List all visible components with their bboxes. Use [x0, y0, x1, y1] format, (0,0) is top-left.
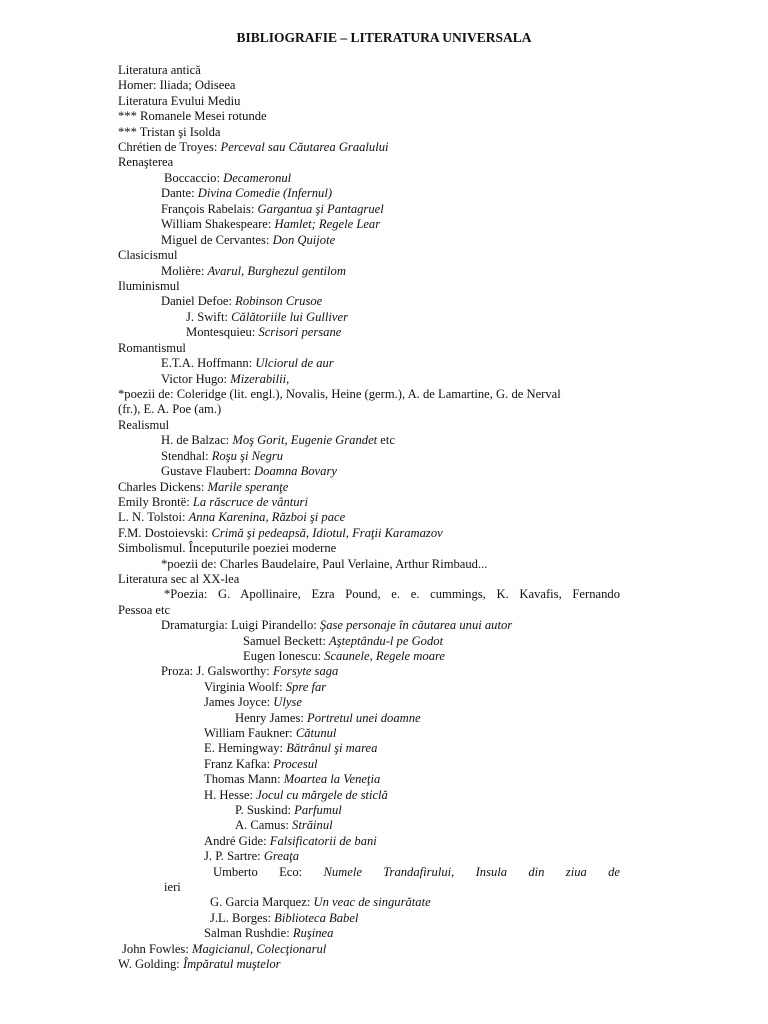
author: Charles Dickens:	[118, 480, 208, 494]
author: Dramaturgia: Luigi Pirandello:	[161, 618, 320, 632]
author: H. de Balzac:	[161, 433, 233, 447]
list-item	[161, 202, 384, 217]
work-title: Marile speranţe	[207, 480, 289, 494]
work-title: Magicianul, Colecţionarul	[191, 942, 327, 956]
work-title: Scaunele, Regele moare	[324, 649, 446, 663]
author: Salman Rushdie:	[204, 926, 293, 940]
list-item: *** Tristan şi Isolda	[118, 125, 221, 139]
work-title-continuation: ieri	[164, 880, 181, 894]
author: Proza: J. Galsworthy:	[161, 664, 273, 678]
work-title: Cătunul	[295, 726, 337, 740]
list-item	[161, 618, 512, 633]
list-item	[118, 957, 281, 972]
section-heading: Literatura sec al XX-lea	[118, 572, 240, 586]
list-item	[118, 526, 443, 541]
work-title: Forsyte saga	[272, 664, 339, 678]
list-item	[118, 495, 308, 510]
author: André Gide:	[204, 834, 270, 848]
author: Victor Hugo:	[161, 372, 231, 386]
work-title: Ulciorul de aur	[255, 356, 334, 370]
list-item: (fr.), E. A. Poe (am.)	[118, 402, 222, 416]
section-heading: Romantismul	[118, 341, 186, 355]
author: Thomas Mann:	[204, 772, 284, 786]
etc-note: etc	[377, 433, 395, 447]
list-item	[235, 818, 333, 833]
work-title: Spre far	[285, 680, 327, 694]
work-title: Doamna Bovary	[254, 464, 337, 478]
author: Franz Kafka:	[204, 757, 274, 771]
list-item	[204, 788, 388, 803]
author: Umberto Eco:	[213, 865, 324, 879]
work-title: Aşteptându-l pe Godot	[329, 634, 444, 648]
author: A. Camus:	[235, 818, 293, 832]
work-title: Ruşinea	[292, 926, 334, 940]
list-item	[204, 695, 302, 710]
author: Virginia Woolf:	[204, 680, 286, 694]
list-item	[161, 186, 332, 201]
work-title: Mizerabilii,	[230, 372, 290, 386]
work-title: Divina Comedie (Infernul)	[197, 186, 333, 200]
work-title: Numele Trandafirului, Insula din ziua de	[323, 865, 620, 879]
work-title: Robinson Crusoe	[235, 294, 323, 308]
list-item	[122, 942, 326, 957]
section-heading: Renaşterea	[118, 155, 174, 169]
author: Molière:	[161, 264, 208, 278]
work-title: Falsificatorii de bani	[269, 834, 377, 848]
work-title: Anna Karenina, Război şi pace	[188, 510, 346, 524]
work-title: Perceval sau Căutarea Graalului	[220, 140, 389, 154]
author: J. Swift:	[186, 310, 232, 324]
work-title: Scrisori persane	[258, 325, 342, 339]
author: Eugen Ionescu:	[243, 649, 325, 663]
work-title: La răscruce de vânturi	[192, 495, 308, 509]
list-item	[235, 711, 421, 726]
author: François Rabelais:	[161, 202, 258, 216]
list-item	[161, 464, 337, 479]
section-heading: Simbolismul. Începuturile poeziei moderne	[118, 541, 337, 555]
list-item: *** Romanele Mesei rotunde	[118, 109, 267, 123]
list-item	[161, 664, 338, 679]
list-item: Homer: Iliada; Odiseea	[118, 78, 236, 92]
list-item: *poezii de: Charles Baudelaire, Paul Verlaine, Arthur Rimbaud...	[161, 557, 488, 571]
list-item	[235, 803, 342, 818]
work-title: Călătoriile lui Gulliver	[231, 310, 348, 324]
author: Samuel Beckett:	[243, 634, 330, 648]
author: F.M. Dostoievski:	[118, 526, 212, 540]
author: E.T.A. Hoffmann:	[161, 356, 256, 370]
list-item: *poezii de: Coleridge (lit. engl.), Novalis, Heine (germ.), A. de Lamartine, G. de Nerval	[118, 387, 561, 401]
list-item	[118, 140, 389, 155]
section-heading: Realismul	[118, 418, 170, 432]
author: Stendhal:	[161, 449, 212, 463]
work-title: Decameronul	[223, 171, 292, 185]
list-item	[161, 356, 334, 371]
author: William Shakespeare:	[161, 217, 275, 231]
author: G. Garcia Marquez:	[210, 895, 314, 909]
author: W. Golding:	[118, 957, 183, 971]
author: P. Suskind:	[235, 803, 295, 817]
section-heading: Literatura antică	[118, 63, 201, 77]
list-item	[210, 895, 431, 910]
author: Henry James:	[235, 711, 308, 725]
list-item	[204, 757, 318, 772]
work-title: Hamlet; Regele Lear	[274, 217, 381, 231]
author: E. Hemingway:	[204, 741, 287, 755]
list-item	[204, 772, 380, 787]
list-item	[210, 911, 358, 926]
author: Daniel Defoe:	[161, 294, 236, 308]
section-heading: Literatura Evului Mediu	[118, 94, 241, 108]
author: Montesquieu:	[186, 325, 259, 339]
work-title: Moş Gorit, Eugenie Grandet	[232, 433, 378, 447]
work-title: Gargantua şi Pantagruel	[257, 202, 384, 216]
work-title: Biblioteca Babel	[274, 911, 359, 925]
author: H. Hesse:	[204, 788, 257, 802]
work-title: Crimă şi pedeapsă, Idiotul, Fraţii Karamazov	[211, 526, 443, 540]
list-item	[243, 649, 445, 664]
page-title: BIBLIOGRAFIE – LITERATURA UNIVERSALA	[236, 30, 532, 45]
author: James Joyce:	[204, 695, 274, 709]
work-title: Ulyse	[273, 695, 302, 709]
list-item	[243, 634, 443, 649]
work-title: Roşu şi Negru	[211, 449, 284, 463]
author: Boccaccio:	[164, 171, 224, 185]
author: John Fowles:	[122, 942, 192, 956]
list-item	[213, 865, 620, 880]
list-item	[186, 310, 348, 325]
work-title: Procesul	[273, 757, 318, 771]
list-item	[161, 217, 380, 232]
work-title: Împăratul muştelor	[182, 957, 281, 971]
section-heading: Iluminismul	[118, 279, 180, 293]
work-title: Don Quijote	[272, 233, 336, 247]
work-title: Portretul unei doamne	[307, 711, 421, 725]
list-item	[118, 510, 345, 525]
list-item	[204, 926, 333, 941]
author: L. N. Tolstoi:	[118, 510, 189, 524]
work-title: Şase personaje în căutarea unui autor	[319, 618, 513, 632]
author: Gustave Flaubert:	[161, 464, 255, 478]
list-item	[118, 480, 288, 495]
list-item: Pessoa etc	[118, 603, 171, 617]
list-item	[161, 264, 346, 279]
section-heading: Clasicismul	[118, 248, 178, 262]
author: J.L. Borges:	[210, 911, 275, 925]
author: Chrétien de Troyes:	[118, 140, 221, 154]
list-item	[164, 171, 291, 186]
list-item	[204, 834, 377, 849]
author: Miguel de Cervantes:	[161, 233, 273, 247]
list-item	[161, 294, 322, 309]
author: William Faukner:	[204, 726, 296, 740]
work-title: Greaţa	[263, 849, 300, 863]
list-item	[204, 741, 377, 756]
work-title: Moartea la Veneţia	[283, 772, 381, 786]
work-title: Jocul cu mărgele de sticlă	[256, 788, 388, 802]
work-title: Un veac de singurătate	[313, 895, 431, 909]
list-item	[161, 233, 335, 248]
author: J. P. Sartre:	[204, 849, 264, 863]
list-item	[204, 680, 326, 695]
author: Dante:	[161, 186, 198, 200]
list-item	[204, 726, 336, 741]
work-title: Străinul	[292, 818, 333, 832]
work-title: Bătrânul şi marea	[286, 741, 378, 755]
work-title: Avarul, Burghezul gentilom	[207, 264, 346, 278]
list-item	[161, 433, 395, 448]
author: Emily Brontë:	[118, 495, 193, 509]
work-title: Parfumul	[294, 803, 342, 817]
list-item	[186, 325, 341, 340]
list-item	[161, 372, 289, 387]
list-item	[204, 849, 299, 864]
poetry-line: *Poezia: G. Apollinaire, Ezra Pound, e. e. cummings, K. Kavafis, Fernando	[164, 587, 620, 601]
list-item	[161, 449, 283, 464]
